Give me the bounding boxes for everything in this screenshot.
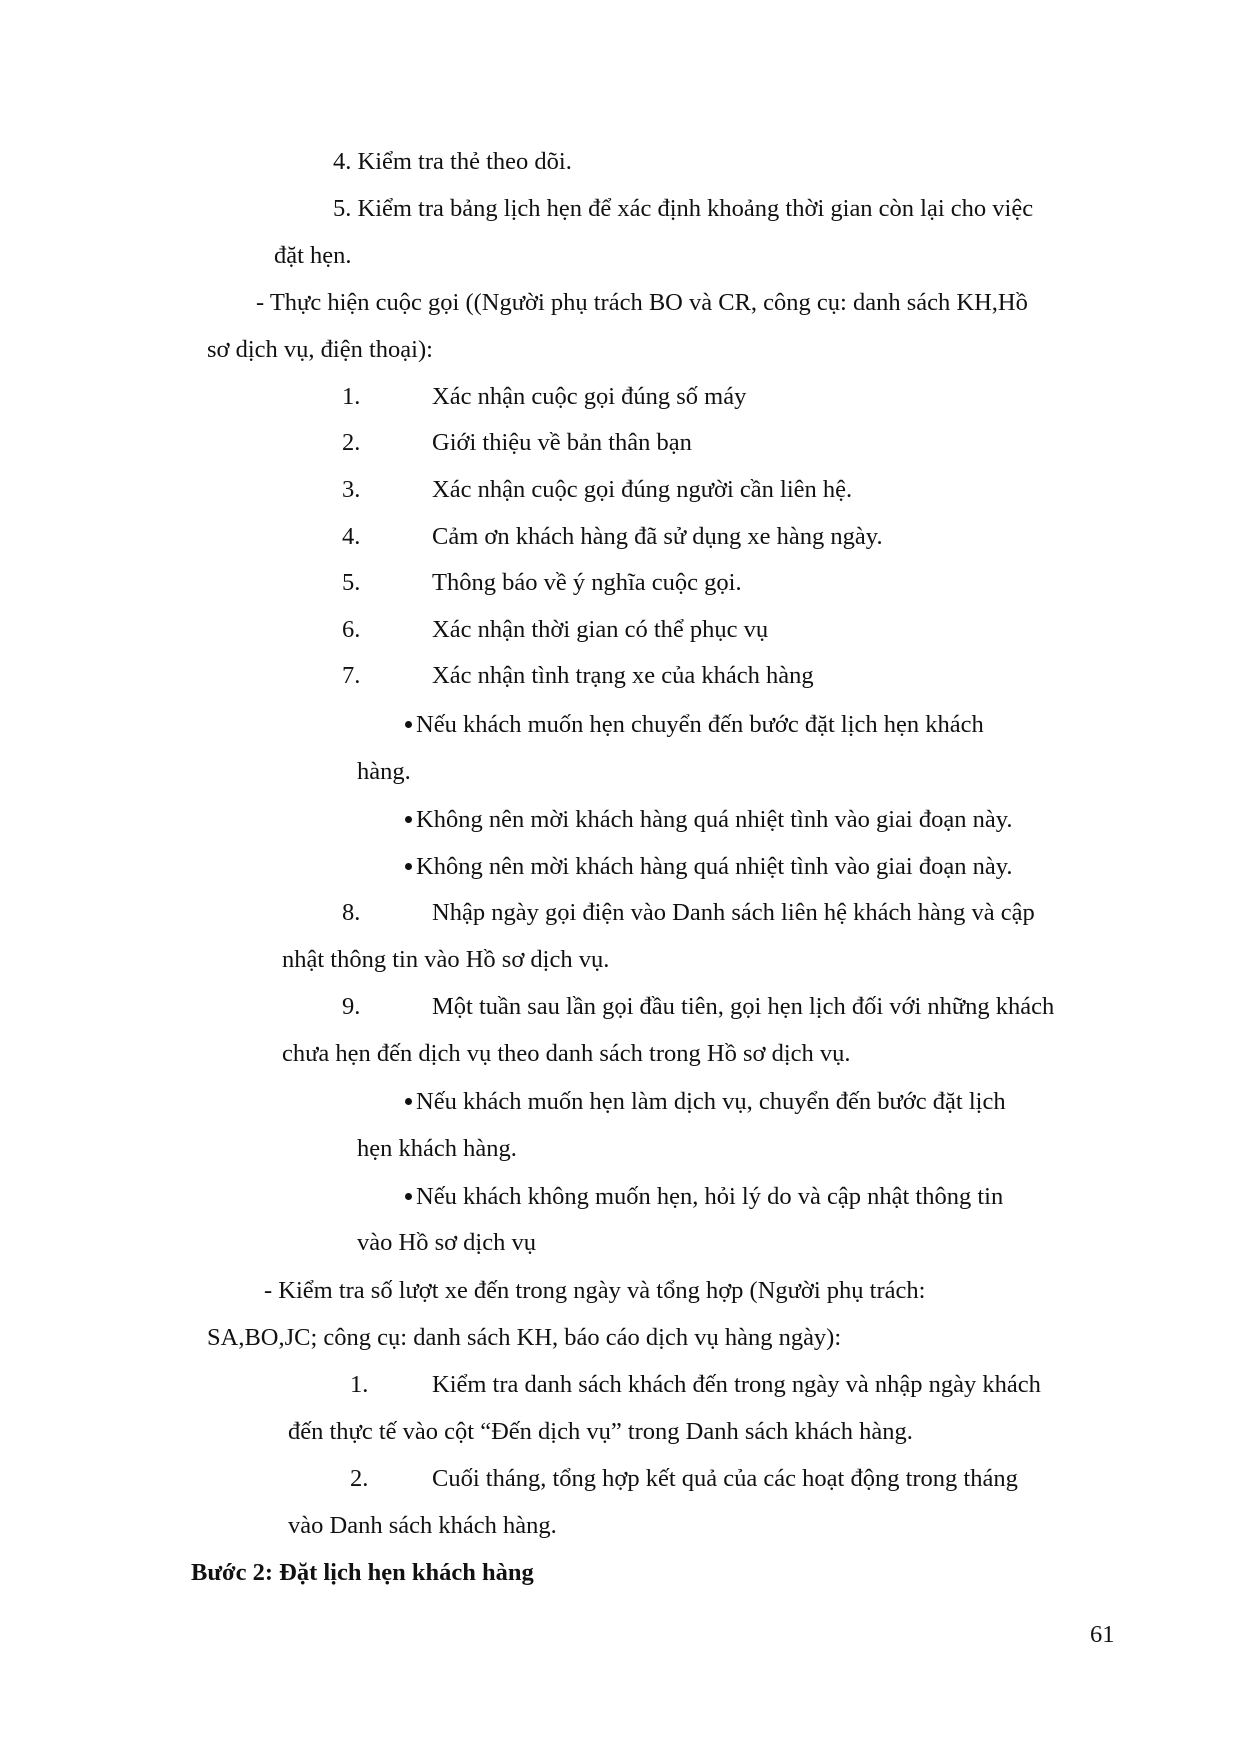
bullet-icon xyxy=(405,816,412,823)
list-item-number: 5. xyxy=(342,569,361,596)
list-item-number: 7. xyxy=(342,662,361,689)
bullet-item: Nếu khách muốn hẹn làm dịch vụ, chuyển đến bước đặt lịch xyxy=(405,1087,1006,1117)
bullet-icon xyxy=(405,721,412,728)
call-section-heading-line2: sơ dịch vụ, điện thoại): xyxy=(207,336,433,363)
bullet-item-continuation: hàng. xyxy=(357,758,411,785)
list-item-number: 2. xyxy=(342,429,361,456)
check-section-heading-line2: SA,BO,JC; công cụ: danh sách KH, báo cáo dịch vụ hàng ngày): xyxy=(207,1324,842,1351)
step-item-5-line2: đặt hẹn. xyxy=(274,242,352,269)
list-item-text: Kiểm tra danh sách khách đến trong ngày và nhập ngày khách xyxy=(432,1371,1041,1398)
bullet-item: Nếu khách không muốn hẹn, hỏi lý do và cập nhật thông tin xyxy=(405,1182,1003,1212)
bullet-item-continuation: vào Hồ sơ dịch vụ xyxy=(357,1229,536,1256)
bullet-icon xyxy=(405,1098,412,1105)
list-item-number: 9. xyxy=(342,993,361,1020)
bullet-item: Không nên mời khách hàng quá nhiệt tình vào giai đoạn này. xyxy=(405,852,1013,882)
list-item-continuation: nhật thông tin vào Hồ sơ dịch vụ. xyxy=(282,946,610,973)
bullet-icon xyxy=(405,863,412,870)
list-item-number: 6. xyxy=(342,616,361,643)
list-item-number: 3. xyxy=(342,476,361,503)
list-item-text: Cảm ơn khách hàng đã sử dụng xe hàng ngày. xyxy=(432,523,883,550)
list-item-continuation: đến thực tế vào cột “Đến dịch vụ” trong Danh sách khách hàng. xyxy=(288,1418,913,1445)
list-item-continuation: chưa hẹn đến dịch vụ theo danh sách trong Hồ sơ dịch vụ. xyxy=(282,1040,851,1067)
section-heading: Bước 2: Đặt lịch hẹn khách hàng xyxy=(191,1559,534,1586)
page-number: 61 xyxy=(1090,1621,1115,1648)
bullet-item: Nếu khách muốn hẹn chuyển đến bước đặt lịch hẹn khách xyxy=(405,710,984,740)
step-item-5-line1: 5. Kiểm tra bảng lịch hẹn để xác định khoảng thời gian còn lại cho việc xyxy=(333,195,1034,222)
call-section-heading-line1: - Thực hiện cuộc gọi ((Người phụ trách BO và CR, công cụ: danh sách KH,Hồ xyxy=(256,289,1028,316)
list-item-text: Nhập ngày gọi điện vào Danh sách liên hệ khách hàng và cập xyxy=(432,899,1035,926)
list-item-number: 4. xyxy=(342,523,361,550)
bullet-item-continuation: hẹn khách hàng. xyxy=(357,1135,517,1162)
list-item-text: Một tuần sau lần gọi đầu tiên, gọi hẹn lịch đối với những khách xyxy=(432,993,1055,1020)
list-item-number: 8. xyxy=(342,899,361,926)
step-item-4: 4. Kiểm tra thẻ theo dõi. xyxy=(333,148,572,175)
list-item-text: Thông báo về ý nghĩa cuộc gọi. xyxy=(432,569,742,596)
list-item-text: Xác nhận cuộc gọi đúng người cần liên hệ. xyxy=(432,476,853,503)
list-item-text: Xác nhận thời gian có thể phục vụ xyxy=(432,616,769,643)
list-item-number: 1. xyxy=(350,1371,369,1398)
list-item-text: Giới thiệu về bản thân bạn xyxy=(432,429,692,456)
bullet-icon xyxy=(405,1193,412,1200)
list-item-text: Cuối tháng, tổng hợp kết quả của các hoạt động trong tháng xyxy=(432,1465,1018,1492)
bullet-item: Không nên mời khách hàng quá nhiệt tình vào giai đoạn này. xyxy=(405,805,1013,835)
list-item-number: 1. xyxy=(342,383,361,410)
check-section-heading-line1: - Kiểm tra số lượt xe đến trong ngày và tổng hợp (Người phụ trách: xyxy=(264,1277,926,1304)
list-item-text: Xác nhận tình trạng xe của khách hàng xyxy=(432,662,814,689)
list-item-text: Xác nhận cuộc gọi đúng số máy xyxy=(432,383,747,410)
list-item-continuation: vào Danh sách khách hàng. xyxy=(288,1512,557,1539)
list-item-number: 2. xyxy=(350,1465,369,1492)
